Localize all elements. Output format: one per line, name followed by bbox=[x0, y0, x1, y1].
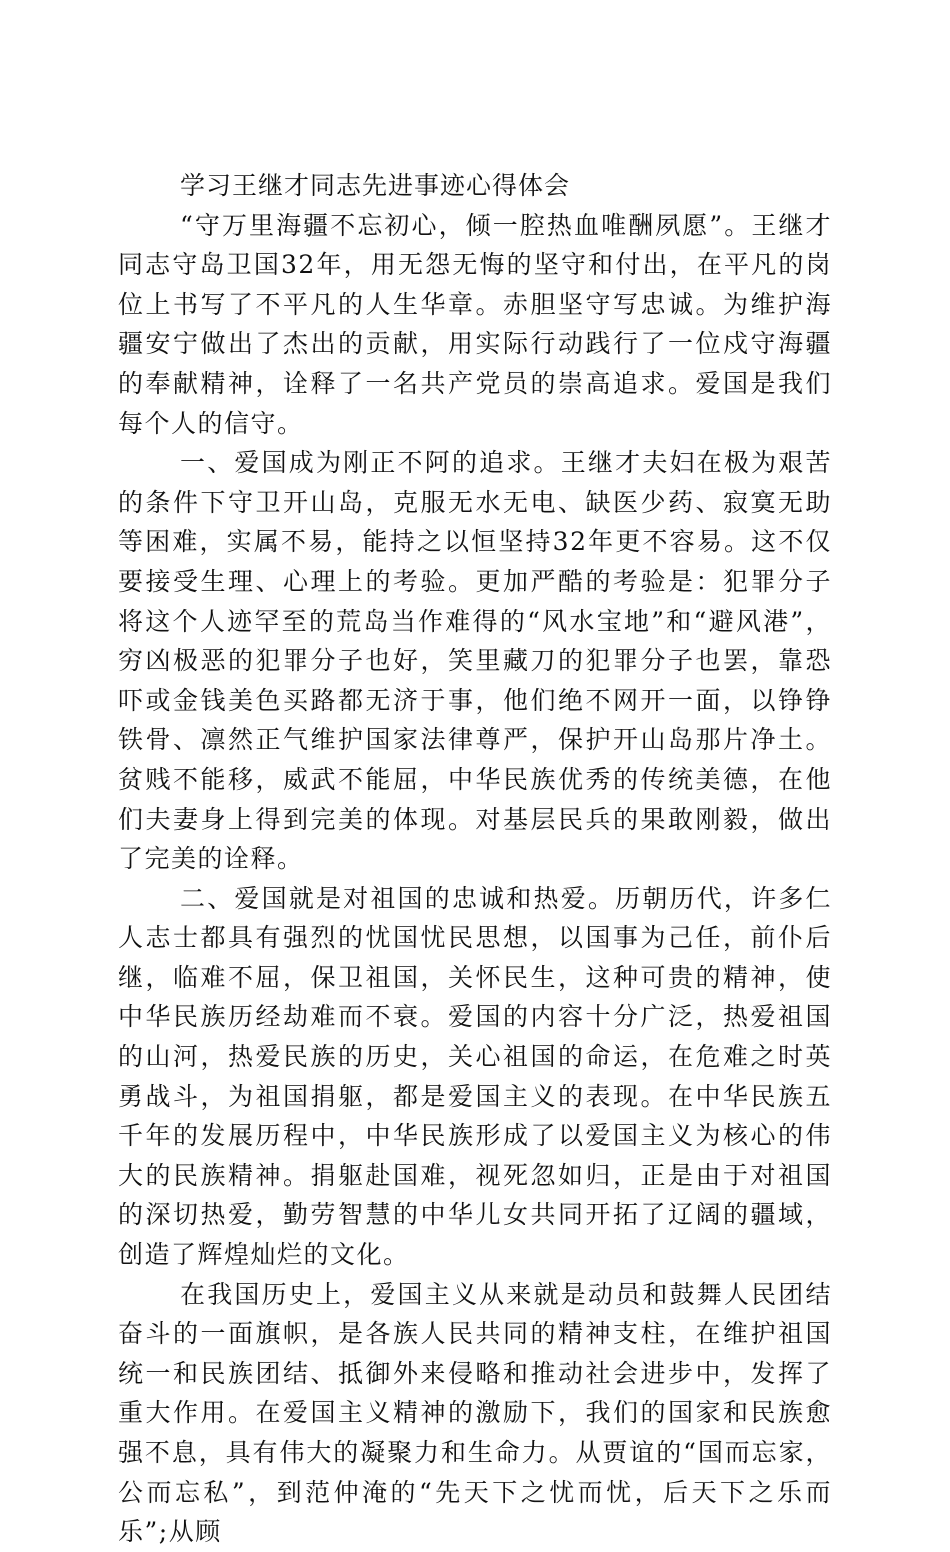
paragraph-history: 在我国历史上，爱国主义从来就是动员和鼓舞人民团结奋斗的一面旗帜，是各族人民共同的精神支柱，在维护祖国统一和民族团结、抵御外来侵略和推动社会进步中，发挥了重大作用。在爱国主义精神的激励下，我们的国家和民族愈强不息，具有伟大的凝聚力和生命力。从贾谊的“国而忘家，公而忘私”，到范仲淹的“先天下之忧而忧，后天下之乐而乐”;从顾 bbox=[118, 1279, 832, 1547]
paragraph-section-two: 二、爱国就是对祖国的忠诚和热爱。历朝历代，许多仁人志士都具有强烈的忧国忧民思想，以国事为己任，前仆后继，临难不屈，保卫祖国，关怀民生，这种可贵的精神，使中华民族历经劫难而不衰。爱国的内容十分广泛，热爱祖国的山河，热爱民族的历史，关心祖国的命运，在危难之时英勇战斗，为祖国捐躯，都是爱国主义的表现。在中华民族五千年的发展历程中，中华民族形成了以爱国主义为核心的伟大的民族精神。捐躯赴国难，视死忽如归，正是由于对祖国的深切热爱，勤劳智慧的中华儿女共同开拓了辽阔的疆域，创造了辉煌灿烂的文化。 bbox=[118, 883, 832, 1270]
paragraph-section-one: 一、爱国成为刚正不阿的追求。王继才夫妇在极为艰苦的条件下守卫开山岛，克服无水无电、缺医少药、寂寞无助等困难，实属不易，能持之以恒坚持32年更不容易。这不仅要接受生理、心理上的考验。更加严酷的考验是：犯罪分子将这个人迹罕至的荒岛当作难得的“风水宝地”和“避风港”，穷凶极恶的犯罪分子也好，笑里藏刀的犯罪分子也罢，靠恐吓或金钱美色买路都无济于事，他们绝不网开一面，以铮铮铁骨、凛然正气维护国家法律尊严，保护开山岛那片净土。贫贱不能移，威武不能屈，中华民族优秀的传统美德，在他们夫妻身上得到完美的体现。对基层民兵的果敢刚毅，做出了完美的诠释。 bbox=[118, 448, 832, 874]
paragraph-intro: “守万里海疆不忘初心，倾一腔热血唯酬夙愿”。王继才同志守岛卫国32年，用无怨无悔的坚守和付出，在平凡的岗位上书写了不平凡的人生华章。赤胆坚守写忠诚。为维护海疆安宁做出了杰出的贡献，用实际行动践行了一位戍守海疆的奉献精神，诠释了一名共产党员的崇高追求。爱国是我们每个人的信守。 bbox=[118, 210, 832, 438]
document-title: 学习王继才同志先进事迹心得体会 bbox=[180, 171, 571, 200]
